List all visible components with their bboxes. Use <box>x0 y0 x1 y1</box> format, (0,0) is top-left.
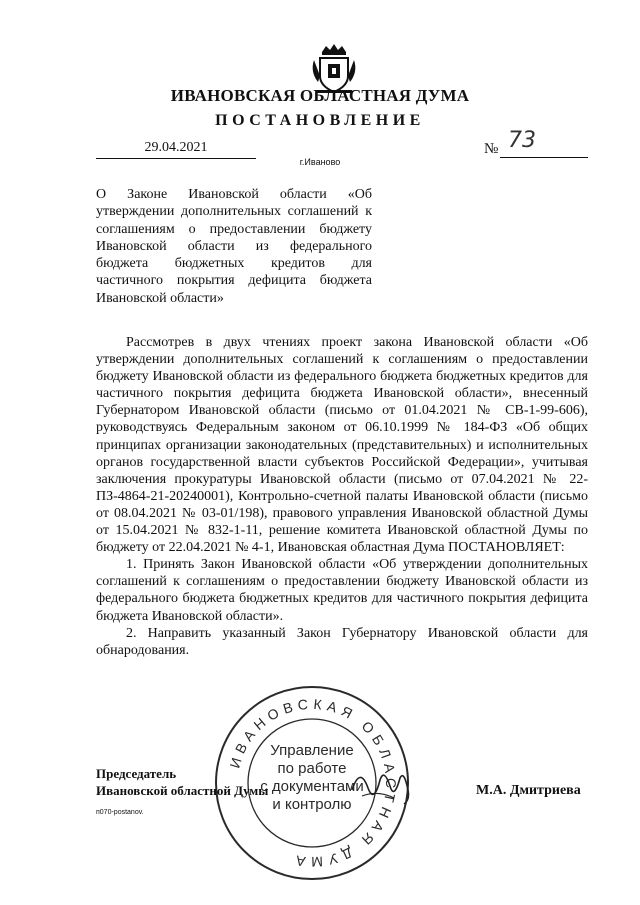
document-subject: О Законе Ивановской области «Об утверждении дополнительных соглашений к соглашениям о предоставлении бюджету Ивановской области из федерального бюджета бюджетных кредитов для частичного покрытия дефицита бюджета Ивановской области» <box>96 187 372 306</box>
item-2-paragraph: 2. Направить указанный Закон Губернатору Ивановской области для обнародования. <box>96 625 588 658</box>
stamp-ring-text: ИВАНОВСКАЯ ОБЛАСТНАЯ ДУМА <box>226 695 400 871</box>
organization-title: ИВАНОВСКАЯ ОБЛАСТНАЯ ДУМА <box>170 86 470 105</box>
signatory-title <box>96 765 268 799</box>
number-label: № <box>484 141 499 157</box>
stamp-line-3: с документами <box>260 778 364 795</box>
signatory-name: М.А. Дмитриева <box>476 783 581 798</box>
item-1-paragraph: 1. Принять Закон Ивановской области «Об утверждении дополнительных соглашений к соглашениям о предоставлении бюджету Ивановской области из федерального бюджета бюджетных кредитов для частичного покрытия дефицита бюджета Ивановской области». <box>96 557 588 624</box>
stamp-line-4: и контролю <box>272 796 352 813</box>
preamble-paragraph: Рассмотрев в двух чтениях проект закона Ивановской области «Об утверждении дополнительных соглашений к соглашениям о предоставлении бюджету Ивановской области из федерального бюджета бюджетных кредитов для частичного покрытия дефицита бюджета Ивановской области», внесенный Губернатором Ивановской области (письмо от 01.04.2021 № СВ-1-99-606), руководствуясь Федеральным законом от 06.10.1999 № 184-ФЗ «Об общих принципах организации законодательных (представительных) и исполнительных органов государственной власти субъектов Российской Федерации», учитывая заключения прокуратуры Ивановской области (письмо от 07.04.2021 № 22-ПЗ-4864-21-20240001), Контрольно-счетной палаты Ивановской области (письмо от 08.04.2021 № 03-01/198), правового управления Ивановской областной Думы от 15.04.2021 № 832-1-11, решение комитета Ивановской областной Думы по бюджету от 22.04.2021 № 4-1, Ивановская областная Дума ПОСТАНОВЛЯЕТ: <box>96 335 588 556</box>
document-type: ПОСТАНОВЛЕНИЕ <box>215 112 425 129</box>
file-code: п070-postanov. <box>96 809 144 816</box>
document-number: 73 <box>508 128 536 153</box>
stamp-line-1: Управление <box>270 742 354 759</box>
document-body <box>96 334 588 659</box>
document-date: 29.04.2021 <box>144 140 208 155</box>
signatory-title-line-1: Председатель <box>96 766 177 781</box>
document-city: г.Иваново <box>299 157 341 167</box>
handwritten-signature <box>348 760 418 810</box>
signatory-title-line-2: Ивановской областной Думы <box>96 783 269 798</box>
stamp-line-2: по работе <box>277 760 347 777</box>
